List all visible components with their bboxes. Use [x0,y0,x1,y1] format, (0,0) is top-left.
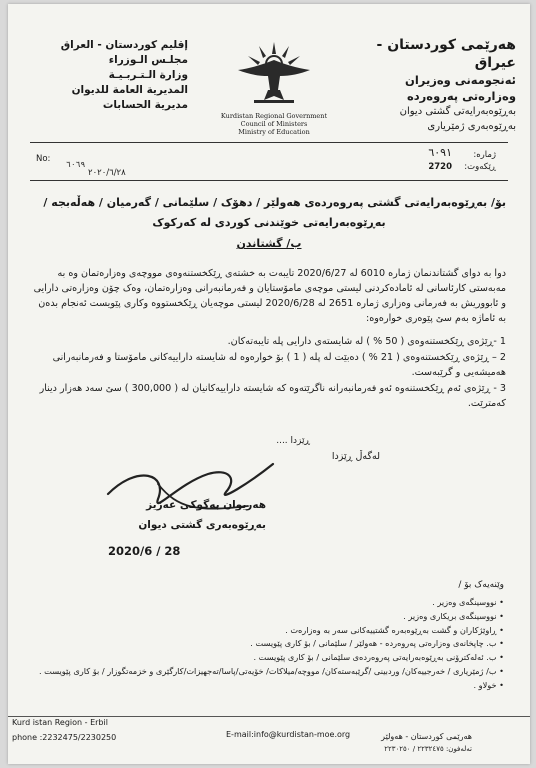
addressee-line-2: بەڕێوەبەرایەتی خوێندنی کوردی لە کەرکوک [152,216,386,229]
header-council-arabic: مجلـس الـوزراء [108,54,188,66]
header-council-kurdish: ئەنجومەنی وەزیران [405,73,516,87]
date-value: ٢٠٢٠/٦/٢٨ [88,168,126,178]
cc-item: • ڕاوێژکاران و گشت بەڕێوەبەرە گشتییەکانی سەر بە وەزارەت . [285,624,504,635]
header-directorate-arabic: المديرية العامة للديوان [71,84,188,96]
no-value: ٦٠٦٩ [66,160,86,169]
header-ministry-kurdish: وەزارەتی پەروەردە [406,89,516,103]
criteria-list [28,334,506,412]
cc-list [34,596,504,693]
cc-item: • ب/ ژمێریاری / خەرجییەکان/ وردبینی /گرێبەستەکان/ مووچە/میلاکات/ خۆیەتی/پاسا/تەجهیزات/کارگێری و خزمەتگوزار / بۆ کاری پێویست . [38,665,504,676]
date-label: ڕێکەوت: [464,162,496,172]
closing-line: لەگەڵ ڕێزدا [331,451,380,462]
subject-line: ب/ گشتاندن [236,237,302,250]
refs-divider [30,180,508,181]
header-ministry-arabic: وزارة الـتـربـيـة [108,69,188,81]
cc-item: • خولاو . [473,679,504,690]
footer-city: Kurd istan Region - Erbil [12,718,108,727]
header-accounting-arabic: مديرية الحسابات [102,99,188,111]
footer-email: E-mail:info@kurdistan-moe.org [226,730,351,739]
footer-divider [8,716,530,717]
cc-item: • نووسینگەی وەزیر . [432,597,504,607]
header-arabic [48,38,188,113]
signature-date: 2020/6 / 28 [108,544,181,558]
header-directorate-kurdish: بەڕێوەبەرایەتی گشتی دیوان [399,106,516,117]
header-region-kurdish: هەرێمی کوردستان - عیراق [376,37,516,71]
number-label: ژمارە: [473,150,496,160]
caption-government: Kurdistan Regional Government [220,112,328,120]
emblem-caption [194,112,354,136]
criteria-item-2: 2 – ڕێژەی ڕێکخستنەوەی ( 21 % ) دەبێت لە پلە ( 1 ) بۆ خوارەوە لە شایستە داراییەکانی مامۆستا و فەرمانبەرانی هەمیشەیی و گرێبەست. [52,352,506,378]
no-label: No: [36,154,51,164]
header-kurdish [346,36,516,134]
krg-emblem-icon [224,34,324,108]
body-paragraph: دوا بە دوای گشتاندنمان ژمارە 6010 لە 2020/6/27 تایبەت بە خشتەی ڕێکخستنەوەی مووچەی وەزارەتمان وە بە مەبەستی کارئاسانی لە ئامادەکردنی لیستی موچەی مامۆستایان و فەرمانبەرانی وەزارەتمان، وەک چۆن وەزارەتی دارایی و ئابووریش بە فەرمانی وەزاری ژمارە 2651 لە 2020/6/28 لیستی موچەیان ڕێکخستووە وکاری پێویست ئەنجام بدەن بە ئاماژە بەم سێ پێوەری خوارەوە: [33,268,506,324]
caption-council: Council of Ministers [240,120,308,128]
regards-note: ڕێزدا .... [276,436,310,446]
cc-heading: وێنەیەک بۆ / [458,580,504,590]
cc-item: • ب. چاپخانەی وەزارەتی پەروەردە - هەولێر / سلێمانی / بۆ کاری پێویست . [250,638,504,649]
criteria-item-1: 1 -ڕێژەی ڕێکخستنەوەی ( 50 % ) لە شایستەی دارایی پلە تایبەتەکان. [227,336,506,347]
letter-page [8,4,530,764]
header-region-arabic: إقليم كوردستان - العراق [60,39,188,51]
cc-item: • نووسینگەی بریکاری وەزیر . [403,610,504,621]
footer-phone: phone :2232475/2230250 [12,733,117,742]
criteria-item-3: 3 - ڕێژەی ئەم ڕێکخستنەوە ئەو فەرمانبەرانە ناگرێتەوە کە شایستە داراییەکانیان لە ( 300,000 ) سێ سەد هەزار دینار کەمترێت. [39,383,506,409]
caption-ministry: Ministry of Education [238,128,310,136]
addressee-line-1: بۆ/ بەڕێوەبەرایەتی گشتی پەروەردەی هەولێر / دهۆک / سلێمانی / گەرمیان / هەڵەبجە / [43,196,506,209]
footer-city-kurdish: هەرێمی کوردستان - هەولێر [381,732,472,741]
header-divider [30,142,508,143]
header-accounting-kurdish: بەڕێوەبەری ژمێریاری [427,121,516,132]
footer-phone-kurdish: تەلەفون: ٢٢٣٢٤٧٥ / ٢٢٣٠٢٥٠ [384,745,472,753]
signatory-name: هەریوان بەگوکی عەزیز [146,499,266,511]
cc-item: • ب. ئەلەکترۆنی بەڕێوەبەرایەتی پەروەردەی سلێمانی / بۆ کاری پێویست . [253,652,504,663]
signatory-title: بەڕێوەبەری گشتی دیوان [138,519,266,531]
handwritten-signature-icon [98,454,298,524]
ref-date-value: 2720 [428,162,452,172]
number-value: ٦٠٩١ [428,146,452,159]
